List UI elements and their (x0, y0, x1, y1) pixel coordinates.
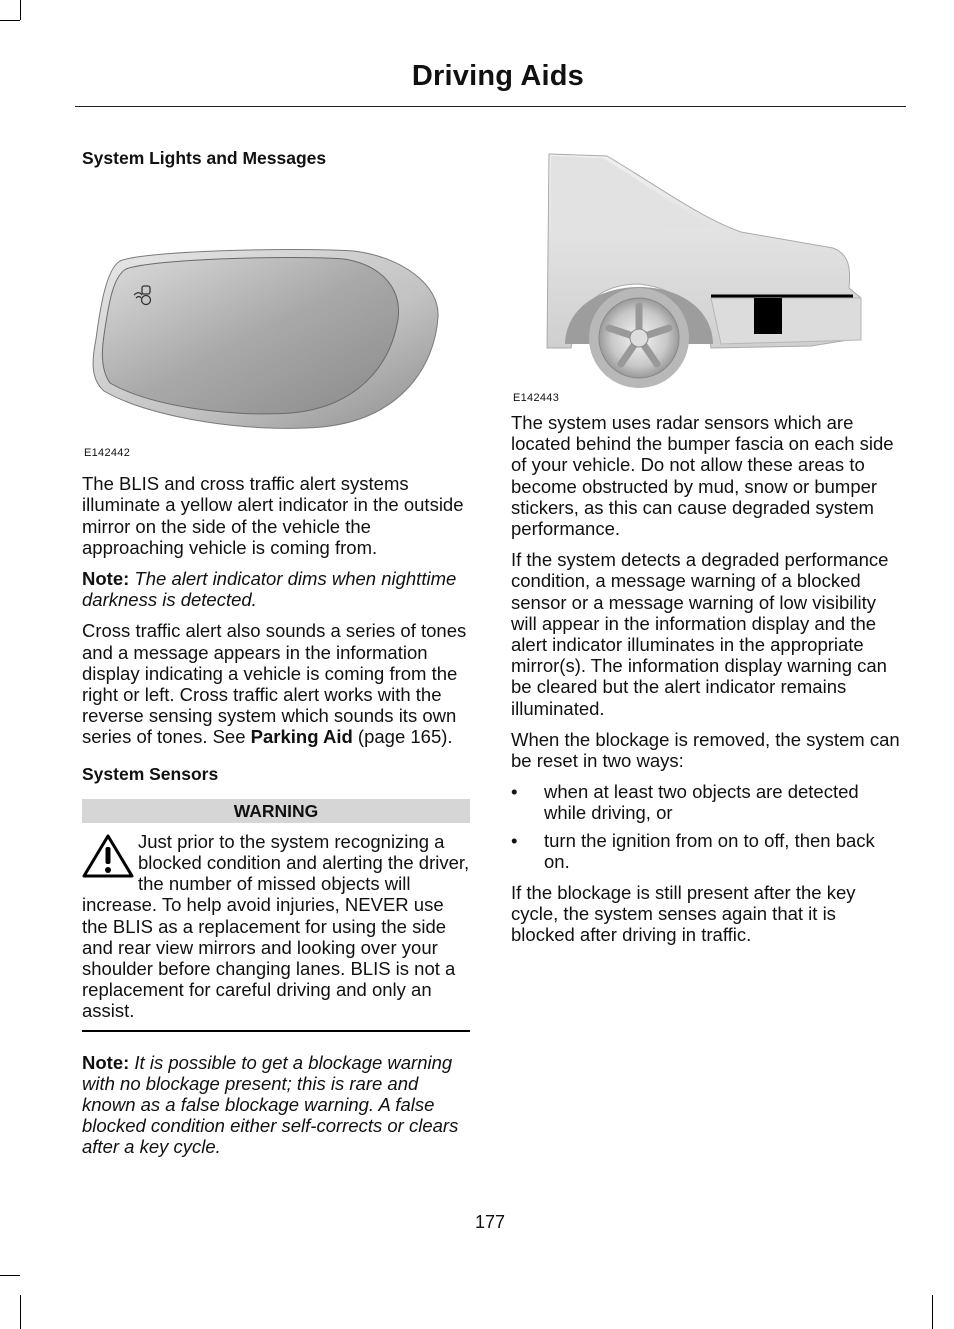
note-text: The alert indicator dims when nighttime darkness is detected. (82, 568, 457, 611)
list-item: • turn the ignition from on to off, then back on. (511, 830, 901, 872)
note (82, 568, 470, 610)
paragraph-text: Cross traffic alert also sounds a series of tones and a message appears in the information display indicating a vehicle is coming from the right or left. Cross traffic alert works with the reverse sensing system which sounds its own series of tones. See (82, 620, 467, 748)
radar-sensor-marker (754, 298, 782, 334)
note-label: Note: (82, 568, 130, 590)
paragraph (82, 620, 470, 747)
warning-rule (82, 1030, 470, 1032)
warning-title: WARNING (82, 799, 470, 823)
page-title: Driving Aids (411, 60, 584, 92)
paragraph: If the system detects a degraded performance condition, a message warning of a blocked sensor or a message warning of low visibility will appear in the information display and the alert indicator illuminates in the appropriate mirror(s). The information display warning can be cleared but the alert indicator remains illuminated. (511, 549, 889, 719)
page-reference: (page 165). (357, 726, 453, 748)
figure-label: E142442 (84, 447, 131, 460)
page-number: 177 (474, 1212, 506, 1232)
warning-triangle-icon (82, 833, 134, 879)
header-rule (75, 106, 906, 107)
paragraph: If the blockage is still present after the key cycle, the system senses again that it is blocked after driving in traffic. (511, 882, 856, 946)
section-heading: System Sensors (82, 763, 219, 784)
paragraph: The BLIS and cross traffic alert systems illuminate a yellow alert indicator in the outside mirror on the side of the vehicle the approaching vehicle is coming from. (82, 473, 464, 558)
section-heading: System Lights and Messages (82, 148, 327, 168)
list-item: • when at least two objects are detected while driving, or (511, 781, 901, 823)
warning-box (82, 799, 470, 1032)
bumper-figure (511, 148, 901, 412)
warning-text: Just prior to the system recognizing a blocked condition and alerting the driver, the number of missed objects will increase. To help avoid injuries, NEVER use the BLIS as a replacement for using the side and rear view mirrors and looking over your shoulder before changing lanes. BLIS is not a replacement for careful driving and only an assist. (82, 830, 470, 1022)
cross-reference-link[interactable]: Parking Aid (250, 726, 353, 748)
note-label: Note: (82, 1051, 130, 1073)
crop-mark (0, 20, 20, 21)
side-mirror-illustration (82, 169, 470, 441)
crop-mark (0, 1275, 20, 1276)
crop-mark (20, 0, 21, 20)
right-column (511, 148, 901, 956)
crop-mark (932, 1295, 933, 1329)
paragraph: The system uses radar sensors which are located behind the bumper fascia on each side of your vehicle. Do not allow these areas to become obstructed by mud, snow or bumper stickers, as this can cause degraded system performance. (511, 412, 894, 540)
paragraph: When the blockage is removed, the system can be reset in two ways: (511, 728, 900, 772)
note (82, 1052, 470, 1158)
left-column (82, 148, 470, 1168)
rear-bumper-illustration (511, 148, 901, 398)
bullet-list (511, 781, 901, 872)
note-text: It is possible to get a blockage warning with no blockage present; this is rare and known as a false blockage warning. A false blocked condition either self-corrects or clears after a key cycle. (82, 1051, 459, 1158)
mirror-figure (82, 169, 470, 460)
crop-mark (20, 1295, 21, 1329)
figure-label: E142443 (513, 392, 560, 404)
